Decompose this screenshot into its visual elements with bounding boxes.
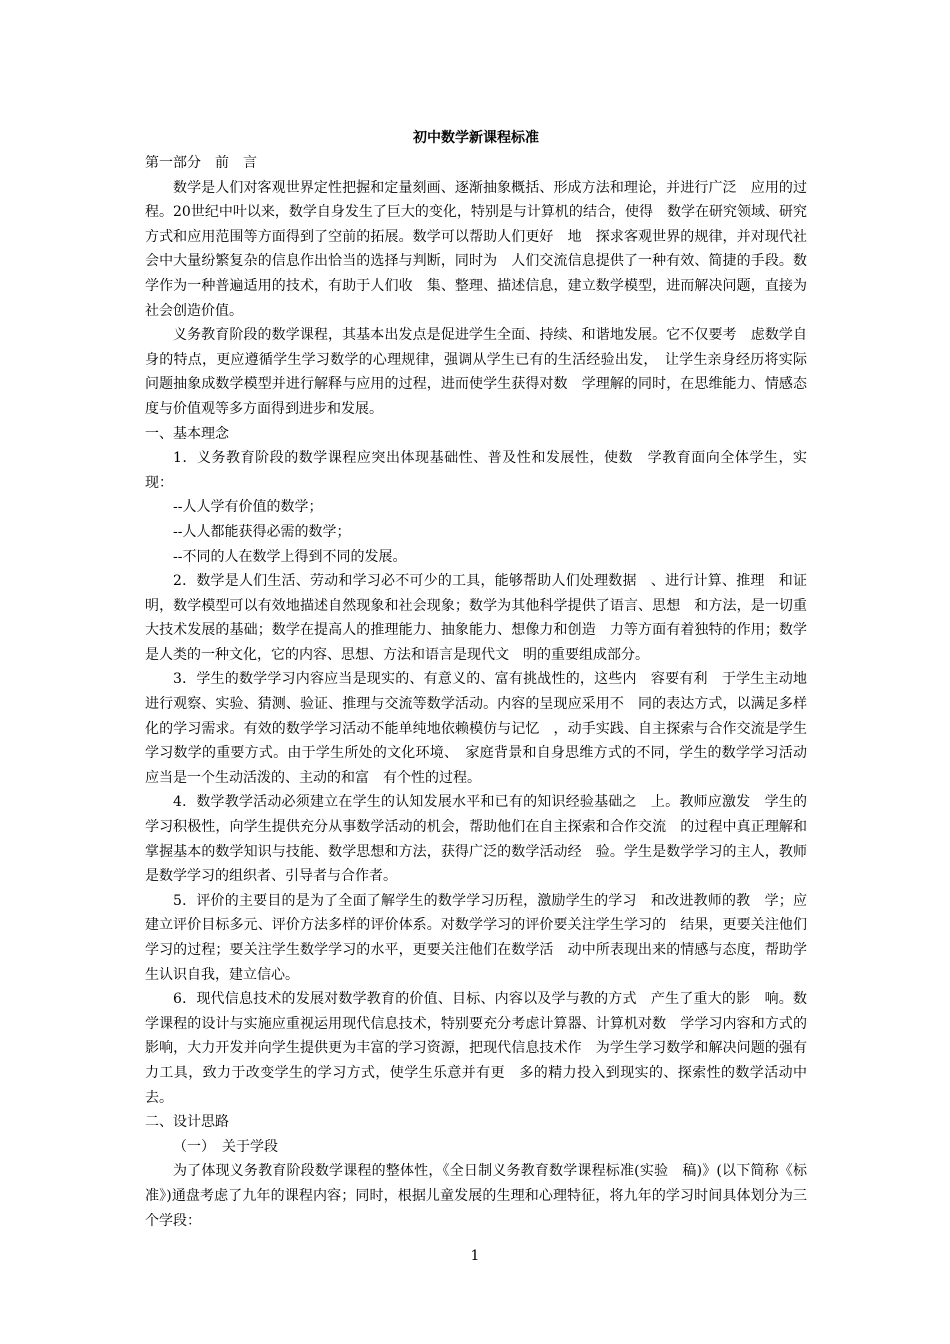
list-item: --人人学有价值的数学； xyxy=(173,499,323,516)
principle-paragraph: 5．评价的主要目的是为了全面了解学生的数学学习历程，激励学生的学习 和改进教师的教 学；应建立评价目标多元、评价方法多样的评价体系。对数学学习的评价要关注学生学习的 结果，更要关注他们学习的过程；要关注学生数学学习的水平，更要关注他们在数学活 动中所表现出来的情感与态度，帮助学生认识自我，建立信心。 xyxy=(145,892,807,983)
intro-paragraph: 数学是人们对客观世界定性把握和定量刻画、逐渐抽象概括、形成方法和理论，并进行广泛 应用的过程。20世纪中叶以来，数学自身发生了巨大的变化，特别是与计算机的结合，使得 数学在研究领域、研究方式和应用范围等方面得到了空前的拓展。数学可以帮助人们更好 地 探求客观世界的规律，并对现代社会中大量纷繁复杂的信息作出恰当的选择与判断，同时为 人们交流信息提供了一种有效、简捷的手段。数学作为一种普遍适用的技术，有助于人们收 集、整理、描述信息，建立数学模型，进而解决问题，直接为社会创造价值。 xyxy=(145,179,807,319)
section-heading-basic-principles: 一、基本理念 xyxy=(145,425,229,442)
intro-paragraph: 义务教育阶段的数学课程，其基本出发点是促进学生全面、持续、和谐地发展。它不仅要考 虑数学自身的特点，更应遵循学生学习数学的心理规律，强调从学生已有的生活经验出发， 让学生亲身经历将实际问题抽象成数学模型并进行解释与应用的过程，进而使学生获得对数 学理解的同时，在思维能力、情感态度与价值观等多方面得到进步和发展。 xyxy=(145,327,807,417)
principle-paragraph: 3．学生的数学学习内容应当是现实的、有意义的、富有挑战性的，这些内 容要有利 于学生主动地进行观察、实验、猜测、验证、推理与交流等数学活动。内容的呈现应采用不 同的表达方式，以满足多样化的学习需求。有效的数学学习活动不能单纯地依赖模仿与记忆 ，动手实践、自主探索与合作交流是学生学习数学的重要方式。由于学生所处的文化环境、 家庭背景和自身思维方式的不同，学生的数学学习活动应当是一个生动活泼的、主动的和富 有个性的过程。 xyxy=(145,671,807,786)
list-item: --不同的人在数学上得到不同的发展。 xyxy=(173,548,407,565)
list-item: --人人都能获得必需的数学； xyxy=(173,523,351,540)
principle-paragraph: 2．数学是人们生活、劳动和学习必不可少的工具，能够帮助人们处理数据 、进行计算、推理 和证明，数学模型可以有效地描述自然现象和社会现象；数学为其他科学提供了语言、思想 和方法，是一切重大技术发展的基础；数学在提高人的推理能力、抽象能力、想像力和创造 力等方面有着独特的作用；数学是人类的一种文化，它的内容、思想、方法和语言是现代文 明的重要组成部分。 xyxy=(145,573,807,663)
page-number: 1 xyxy=(470,1248,480,1264)
principle-paragraph: 6．现代信息技术的发展对数学教育的价值、目标、内容以及学与教的方式 产生了重大的影 响。数学课程的设计与实施应重视运用现代信息技术，特别要充分考虑计算器、计算机对数 学学习内容和方式的影响，大力开发并向学生提供更为丰富的学习资源，把现代信息技术作 为学生学习数学和解决问题的强有力工具，致力于改变学生的学习方式，使学生乐意并有更 多的精力投入到现实的、探索性的数学活动中去。 xyxy=(145,991,807,1106)
part-heading: 第一部分 前 言 xyxy=(145,155,257,171)
subsection-heading: （一） 关于学段 xyxy=(173,1138,278,1155)
section-heading-design: 二、设计思路 xyxy=(145,1114,229,1131)
subsection-paragraph: 为了体现义务教育阶段数学课程的整体性，《全日制义务教育数学课程标准(实验 稿)》(以下简称《标准》)通盘考虑了九年的课程内容；同时，根据儿童发展的生理和心理特征，将九年的学习时间具体划分为三个学段： xyxy=(145,1163,807,1229)
principle-paragraph: 1．义务教育阶段的数学课程应突出体现基础性、普及性和发展性，使数 学教育面向全体学生，实现： xyxy=(145,450,807,491)
principle-paragraph: 4．数学教学活动必须建立在学生的认知发展水平和已有的知识经验基础之 上。教师应激发 学生的学习积极性，向学生提供充分从事数学活动的机会，帮助他们在自主探索和合作交流 的过程中真正理解和掌握基本的数学知识与技能、数学思想和方法，获得广泛的数学活动经 验。学生是数学学习的主人，教师是数学学习的组织者、引导者与合作者。 xyxy=(145,794,807,885)
document-body xyxy=(145,125,807,1233)
document-title: 初中数学新课程标准 xyxy=(413,130,539,146)
